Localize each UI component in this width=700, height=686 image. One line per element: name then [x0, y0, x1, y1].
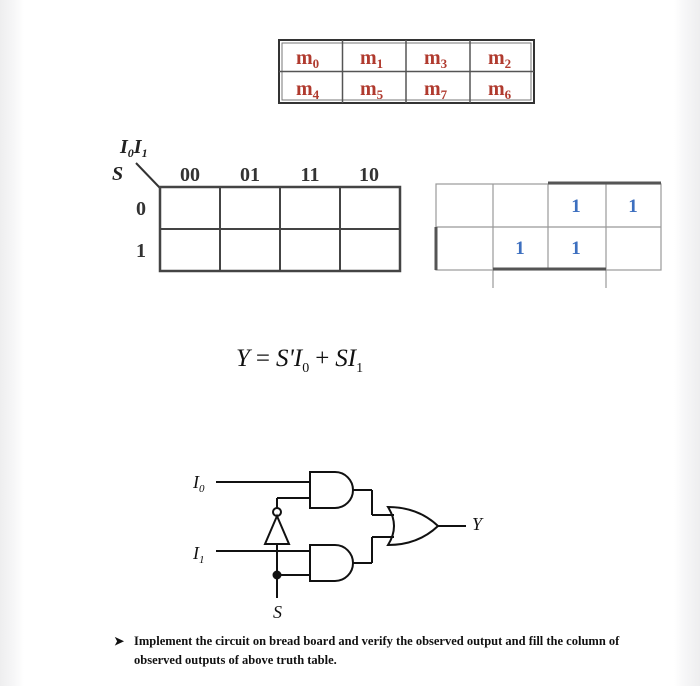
minterm-m1: $m_1$	[360, 47, 384, 71]
output-equation: $Y = S'I_0 + SI_1$	[236, 345, 364, 376]
minterm-m2: $m_2$	[488, 47, 512, 71]
input-i1-label: $I_1$	[193, 543, 205, 566]
kmap-col-10: 10	[359, 164, 379, 186]
select-s-label: S	[273, 602, 282, 622]
and-gate-2	[310, 545, 353, 581]
kmap-row-1: 1	[136, 240, 146, 262]
kmap-col-11: 11	[300, 164, 320, 186]
kmap-empty	[112, 136, 400, 271]
minterm-m6: $m_6$	[488, 78, 512, 102]
output-y-label: Y	[472, 514, 483, 534]
kmap-row-0: 0	[136, 198, 146, 220]
minterm-m4: $m_4$	[296, 78, 320, 102]
minterm-m0: $m_0$	[296, 47, 320, 71]
minterm-m7: $m_7$	[424, 78, 448, 102]
kmap-var-s: S	[112, 163, 124, 185]
or-gate	[388, 507, 438, 545]
kmap-cell-0-10: 1	[628, 196, 638, 217]
minterm-m3: $m_3$	[424, 47, 448, 71]
mux-circuit	[192, 472, 484, 622]
input-i0-label: $I_0$	[193, 472, 205, 495]
kmap-var-i0: $I_0I_1$	[120, 136, 148, 160]
minterm-table	[279, 40, 534, 103]
kmap-cell-1-11: 1	[571, 238, 581, 259]
and-gate-1	[310, 472, 353, 508]
kmap-corner-diagonal	[136, 163, 160, 188]
instruction-text: Implement the circuit on bread board and verify the observed output and fill the column of observed outputs of above truth table.	[134, 634, 620, 667]
kmap-col-00: 00	[180, 164, 200, 186]
bullet-arrow-icon: ➤	[114, 634, 125, 648]
kmap-cell-1-01: 1	[515, 238, 525, 259]
kmap-filled	[436, 183, 661, 288]
kmap-col-01: 01	[240, 164, 260, 186]
minterm-m5: $m_5$	[360, 78, 384, 102]
kmap-cell-0-11: 1	[571, 196, 581, 217]
not-gate	[265, 516, 289, 544]
